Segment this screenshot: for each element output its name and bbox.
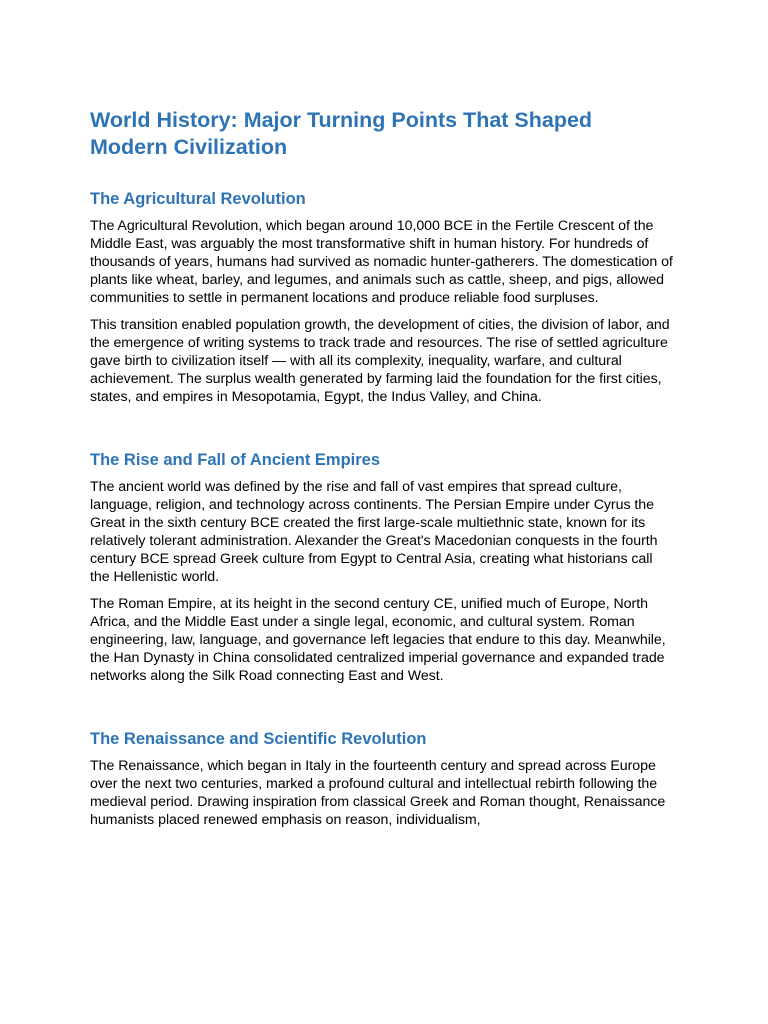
- paragraph: This transition enabled population growth, the development of cities, the division of labor, and the emergence of writing systems to track trade and resources. The rise of settled agriculture gave birth to civilization itself — with all its complexity, inequality, warfare, and cultural achievement. The surplus wealth generated by farming laid the foundation for the first cities, states, and empires in Mesopotamia, Egypt, the Indus Valley, and China.: [90, 317, 670, 405]
- section-heading: The Rise and Fall of Ancient Empires: [90, 451, 381, 469]
- document-page: [90, 107, 674, 838]
- section-heading: The Renaissance and Scientific Revolution: [90, 730, 427, 748]
- document-title: World History: Major Turning Points That Shaped Modern Civilization: [90, 108, 593, 159]
- paragraph: The Renaissance, which began in Italy in the fourteenth century and spread across Europe over the next two centuries, marked a profound cultural and intellectual rebirth following the medieval period. Drawing inspiration from classical Greek and Roman thought, Renaissance humanists placed renewed emphasis on reason, individualism,: [90, 758, 666, 828]
- section-ancient-empires: [90, 450, 674, 685]
- section-heading: The Agricultural Revolution: [90, 190, 306, 208]
- section-renaissance: [90, 729, 674, 829]
- paragraph: The Roman Empire, at its height in the second century CE, unified much of Europe, North Africa, and the Middle East under a single legal, economic, and cultural system. Roman engineering, law, language, and governance left legacies that endure to this day. Meanwhile, the Han Dynasty in China consolidated centralized imperial governance and expanded trade networks along the Silk Road connecting East and West.: [90, 596, 666, 684]
- section-agricultural-revolution: [90, 189, 674, 406]
- paragraph: The Agricultural Revolution, which began around 10,000 BCE in the Fertile Crescent of the Middle East, was arguably the most transformative shift in human history. For hundreds of thousands of years, humans had survived as nomadic hunter-gatherers. The domestication of plants like wheat, barley, and legumes, and animals such as cattle, sheep, and pigs, allowed communities to settle in permanent locations and produce reliable food surpluses.: [90, 218, 673, 306]
- paragraph: The ancient world was defined by the rise and fall of vast empires that spread culture, language, religion, and technology across continents. The Persian Empire under Cyrus the Great in the sixth century BCE created the first large-scale multiethnic state, known for its relatively tolerant administration. Alexander the Great's Macedonian conquests in the fourth century BCE spread Greek culture from Egypt to Central Asia, creating what historians call the Hellenistic world.: [90, 479, 658, 585]
